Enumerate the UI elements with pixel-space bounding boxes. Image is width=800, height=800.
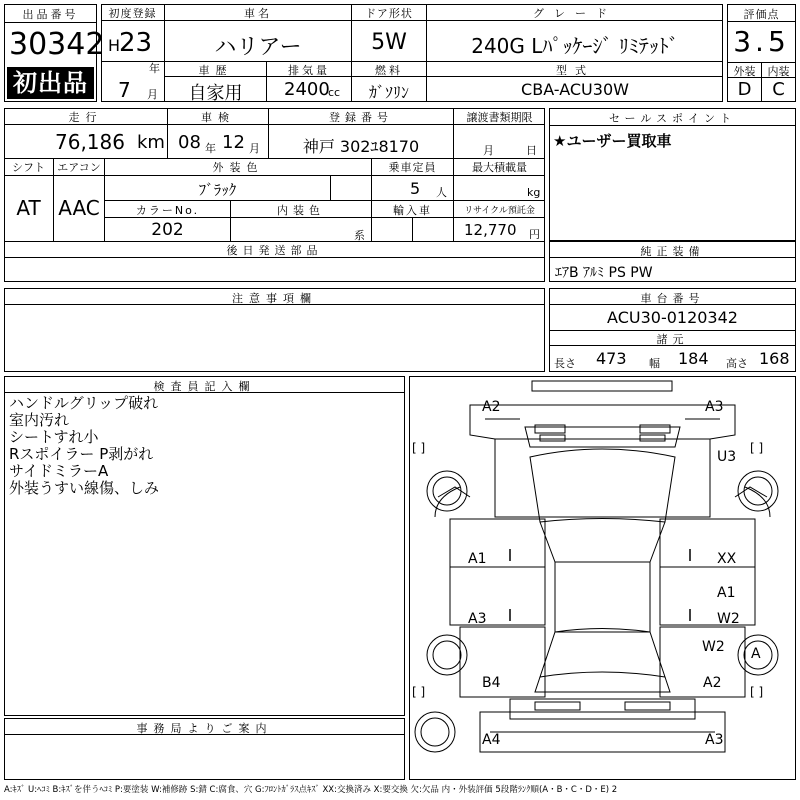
inspection-month: 12 — [222, 132, 245, 153]
mileage-unit: km — [137, 132, 165, 153]
reg-year: 23 — [119, 28, 153, 58]
color-no: 202 — [151, 220, 184, 240]
color-no-label: カラーNo. — [135, 204, 200, 217]
transfer-day-unit: 日 — [526, 144, 537, 157]
length-label: 長さ — [554, 357, 576, 370]
hood-outline — [495, 439, 710, 517]
mark-a2-top: A2 — [482, 399, 501, 415]
height: 168 — [759, 349, 790, 368]
era: H — [108, 36, 121, 55]
office-label: 事務局よりご案内 — [136, 722, 273, 735]
mirrors — [510, 549, 690, 621]
front-bumper-strip — [532, 381, 672, 391]
dims-label: 諸元 — [656, 333, 689, 346]
grade-label: グレード — [533, 7, 617, 20]
mark-b4: B4 — [482, 675, 501, 691]
bracket-right-top: [ ] — [750, 441, 764, 455]
max-load-unit: kg — [527, 186, 541, 199]
exterior-label: 外装 — [733, 65, 756, 78]
score-box — [727, 4, 796, 102]
reg-month: 7 — [118, 78, 131, 102]
capacity: 5 — [410, 179, 421, 198]
roof — [555, 562, 650, 632]
reg-no-label: 登録番号 — [329, 111, 393, 124]
height-label: 高さ — [726, 357, 748, 370]
lot-number: 30342 — [9, 27, 105, 62]
door-type: 5W — [371, 30, 407, 55]
notes-label: 注意事項欄 — [232, 292, 317, 305]
inspector-line: Rスポイラー P剥がれ — [9, 445, 154, 463]
inspection-label: 車検 — [201, 111, 235, 124]
int-color-label: 内装色 — [277, 204, 325, 217]
car-name: ハリアー — [214, 35, 302, 60]
displacement-unit: cc — [328, 86, 341, 99]
shift: AT — [16, 196, 41, 220]
sales-points-text: ★ユーザー買取車 — [553, 132, 672, 150]
displacement-label: 排気量 — [288, 64, 330, 77]
fuel: ｶﾞｿﾘﾝ — [368, 83, 409, 102]
grille — [525, 427, 680, 447]
inspection-month-unit: 月 — [249, 142, 260, 155]
ext-color: ﾌﾞﾗｯｸ — [198, 181, 237, 199]
sales-points-label: セールスポイント — [608, 112, 736, 125]
bracket-left-top: [ ] — [412, 441, 426, 455]
month-unit: 月 — [147, 88, 158, 101]
first-listing-badge: 初出品 — [7, 67, 94, 99]
lot-number-label: 出品番号 — [22, 8, 79, 21]
later-parts-label: 後日発送部品 — [226, 244, 323, 257]
left-body — [435, 487, 545, 697]
inspector-notes — [9, 395, 159, 497]
car-diagram-box — [409, 376, 796, 780]
sales-points-box — [549, 108, 796, 241]
chassis-number: ACU30-0120342 — [607, 308, 738, 327]
inspection-year-unit: 年 — [205, 142, 216, 155]
legend-text: A:ｷｽﾞ U:ﾍｺﾐ B:ｷｽﾞを伴うﾍｺﾐ P:要塗装 W:補修跡 S:錆 C:腐食、穴 G:ﾌﾛﾝﾄｶﾞﾗｽ点ｷｽﾞ XX:交換済み X:要交換 欠:欠品 内・外装評価 5段階ﾗﾝｸ順(A・B・C・D・E) 2 — [4, 785, 618, 795]
exterior-grade: D — [737, 79, 752, 100]
equipment-label: 純正装備 — [640, 245, 705, 258]
mark-xx: XX — [717, 551, 737, 567]
transfer-label: 譲渡書類期限 — [466, 111, 533, 124]
interior-grade: C — [772, 79, 785, 100]
mark-a3-top: A3 — [705, 399, 724, 415]
chassis-label: 車台番号 — [640, 292, 705, 305]
length: 473 — [596, 349, 627, 368]
width: 184 — [678, 349, 709, 368]
mark-a4-bottom: A4 — [482, 732, 501, 748]
front-bumper — [470, 405, 735, 439]
mileage-label: 走行 — [68, 111, 103, 124]
inspector-line: サイドミラーA — [9, 462, 109, 480]
inspector-line: 外装うすい線傷、しみ — [9, 479, 160, 497]
chassis-box — [549, 288, 796, 372]
model-label: 型式 — [556, 64, 594, 77]
fuel-label: 燃料 — [375, 64, 403, 77]
mark-a2-bottom-right: A2 — [703, 675, 722, 691]
front-seats — [540, 522, 665, 562]
recycle-unit: 円 — [529, 228, 540, 241]
recycle: 12,770 — [464, 221, 517, 239]
score: 3.5 — [733, 25, 790, 58]
model-code: CBA-ACU30W — [521, 80, 629, 99]
width-label: 幅 — [649, 357, 660, 370]
inspector-box — [4, 376, 405, 716]
score-label: 評価点 — [743, 8, 780, 21]
transfer-month-unit: 月 — [483, 144, 494, 157]
max-load-label: 最大積載量 — [472, 161, 527, 174]
mark-a3-left: A3 — [468, 611, 487, 627]
inspector-label: 検査員記入欄 — [153, 380, 256, 393]
mark-a3-bottom: A3 — [705, 732, 724, 748]
mark-w2-mid: W2 — [702, 639, 725, 655]
capacity-label: 乗車定員 — [388, 161, 437, 174]
rear-window — [540, 629, 665, 678]
right-body — [660, 487, 770, 697]
notes-box — [4, 288, 545, 372]
mark-u3: U3 — [717, 449, 737, 465]
door-label: ドア形状 — [365, 7, 413, 20]
ac: AAC — [58, 196, 100, 220]
capacity-unit: 人 — [436, 186, 447, 199]
bracket-left-bottom: [ ] — [412, 685, 426, 699]
car-diagram — [410, 377, 795, 779]
inspector-line: シートすれ小 — [9, 428, 99, 446]
int-color-unit: 系 — [354, 229, 365, 242]
year-unit: 年 — [149, 62, 160, 75]
import-label: 輸入車 — [393, 204, 432, 217]
mark-a1-right: A1 — [717, 585, 736, 601]
displacement: 2400 — [284, 79, 330, 100]
mileage: 76,186 — [55, 130, 125, 154]
car-name-label: 車名 — [244, 7, 272, 20]
interior-label: 内装 — [767, 65, 790, 78]
mark-a1-left: A1 — [468, 551, 487, 567]
office-box — [4, 718, 405, 780]
ext-color-label: 外装色 — [212, 161, 264, 174]
lot-number-box — [4, 4, 105, 102]
equipment-box — [549, 241, 796, 282]
bracket-right-bottom: [ ] — [750, 685, 764, 699]
inspection-year: 08 — [178, 132, 201, 153]
recycle-label: リサイクル預託金 — [464, 206, 535, 216]
windshield — [530, 449, 675, 522]
ac-label: エアコン — [57, 161, 101, 174]
inspector-line: ハンドルグリップ破れ — [9, 394, 159, 412]
history: 自家用 — [188, 83, 243, 104]
reg-no: 神戸 302ﾕ8170 — [302, 137, 420, 156]
mark-w2-right: W2 — [717, 611, 740, 627]
grade: 240G Lﾊﾟｯｹｰｼﾞ ﾘﾐﾃｯﾄﾞ — [471, 34, 679, 58]
inspector-line: 室内汚れ — [9, 411, 70, 429]
mark-a-wheel: A — [751, 646, 761, 662]
equipment-text: ｴｱB ｱﾙﾐ PS PW — [555, 265, 653, 281]
first-reg-label: 初度登録 — [108, 7, 157, 20]
shift-label: シフト — [12, 161, 45, 174]
history-label: 車歴 — [198, 64, 233, 77]
